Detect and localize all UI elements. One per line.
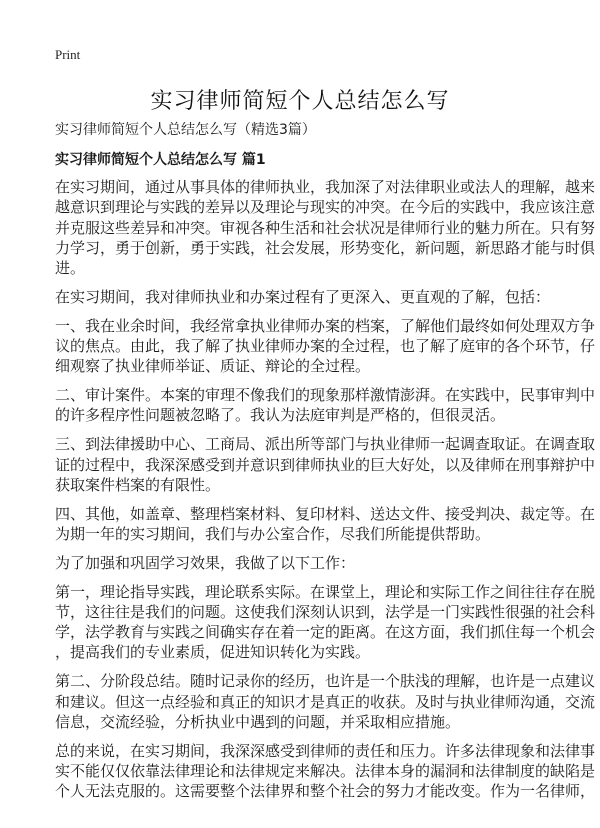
paragraph <box>55 316 596 377</box>
paragraph-line: 并克服这些差异和冲突。审视各种生活和社会状况是律师行业的魅力所在。只有努 <box>55 218 596 237</box>
paragraph-line: 学，法学教育与实践之间确实存在着一定的距离。在这方面，我们抓住每一个机会 <box>55 623 596 642</box>
paragraph-list <box>55 177 596 802</box>
paragraph-line: 细观察了执业律师举证、质证、辩论的全过程。 <box>55 357 371 376</box>
paragraph <box>55 177 596 278</box>
paragraph-line: 力学习，勇于创新，勇于实践，社会发展，形势变化，新问题，新思路才能与时俱 <box>55 238 596 257</box>
paragraph-line: 四、其他，如盖章、整理档案材料、复印材料、送达文件、接受判决、裁定等。在 <box>55 504 596 523</box>
paragraph <box>55 434 596 495</box>
paragraph-line: 的许多程序性问题被忽略了。我认为法庭审判是严格的，但很灵活。 <box>55 406 506 425</box>
paragraph-line: 在实习期间，我对律师执业和办案过程有了更深入、更直观的了解，包括： <box>55 287 551 306</box>
paragraph-line: 为期一年的实习期间，我们与办公室合作，尽我们所能提供帮助。 <box>55 524 491 543</box>
paragraph-line: 第一，理论指导实践，理论联系实际。在课堂上，理论和实际工作之间往往存在脱 <box>55 582 596 601</box>
paragraph-line: 实不能仅仅依靠法律理论和法律规定来解决。法律本身的漏洞和法律制度的缺陷是 <box>55 761 596 780</box>
page-title: 实习律师简短个人总结怎么写 <box>150 89 450 114</box>
paragraph-line: 越意识到理论与实践的差异以及理论与现实的冲突。在今后的实践中，我应该注意 <box>55 198 596 217</box>
paragraph-line: 第二、分阶段总结。随时记录你的经历，也许是一个肤浅的理解，也许是一点建议 <box>55 672 596 691</box>
paragraph <box>55 582 596 663</box>
paragraph <box>55 504 596 545</box>
paragraph-line: 证的过程中，我深深感受到并意识到律师执业的巨大好处，以及律师在刑事辩护中 <box>55 455 596 474</box>
paragraph-line: 和建议。但这一点经验和真正的知识才是真正的收获。及时与执业律师沟通，交流 <box>55 692 596 711</box>
paragraph-line: 二、审计案件。本案的审理不像我们的现象那样激情澎湃。在实践中，民事审判中 <box>55 386 596 405</box>
paragraph-line: 节，这往往是我们的问题。这使我们深刻认识到，法学是一门实践性很强的社会科 <box>55 602 596 621</box>
paragraph-line: 信息，交流经验，分析执业中遇到的问题，并采取相应措施。 <box>55 712 461 731</box>
section-heading: 实习律师简短个人总结怎么写 篇1 <box>55 152 266 168</box>
paragraph <box>55 741 596 802</box>
paragraph-line: 为了加强和巩固学习效果，我做了以下工作： <box>55 553 356 572</box>
paragraph <box>55 287 551 307</box>
paragraph <box>55 553 535 573</box>
paragraph-line: 一、我在业余时间，我经常拿执业律师办案的档案，了解他们最终如何处理双方争 <box>55 316 596 335</box>
paragraph-line: 获取案件档案的有限性。 <box>55 475 221 494</box>
paragraph-line: 在实习期间，通过从事具体的律师执业，我加深了对法律职业或法人的理解，越来 <box>55 178 596 196</box>
paragraph-line: 总的来说，在实习期间，我深深感受到律师的责任和压力。许多法律现象和法律事 <box>55 741 596 760</box>
paragraph-line: 三、到法律援助中心、工商局、派出所等部门与执业律师一起调查取证。在调查取 <box>55 435 596 454</box>
paragraph-line: 个人无法克服的。这需要整个法律界和整个社会的努力才能改变。作为一名律师， <box>55 782 596 801</box>
paragraph <box>55 671 596 732</box>
paragraph-line: 议的焦点。由此，我了解了执业律师办案的全过程，也了解了庭审的各个环节，仔 <box>55 337 596 356</box>
print-link[interactable]: Print <box>55 47 81 62</box>
paragraph <box>55 385 596 426</box>
document-subtitle: 实习律师简短个人总结怎么写（精选3篇） <box>55 122 316 138</box>
paragraph-line: ，提高我们的专业素质，促进知识转化为实践。 <box>55 643 371 662</box>
paragraph-line: 进。 <box>55 259 86 278</box>
document-body <box>55 120 596 810</box>
